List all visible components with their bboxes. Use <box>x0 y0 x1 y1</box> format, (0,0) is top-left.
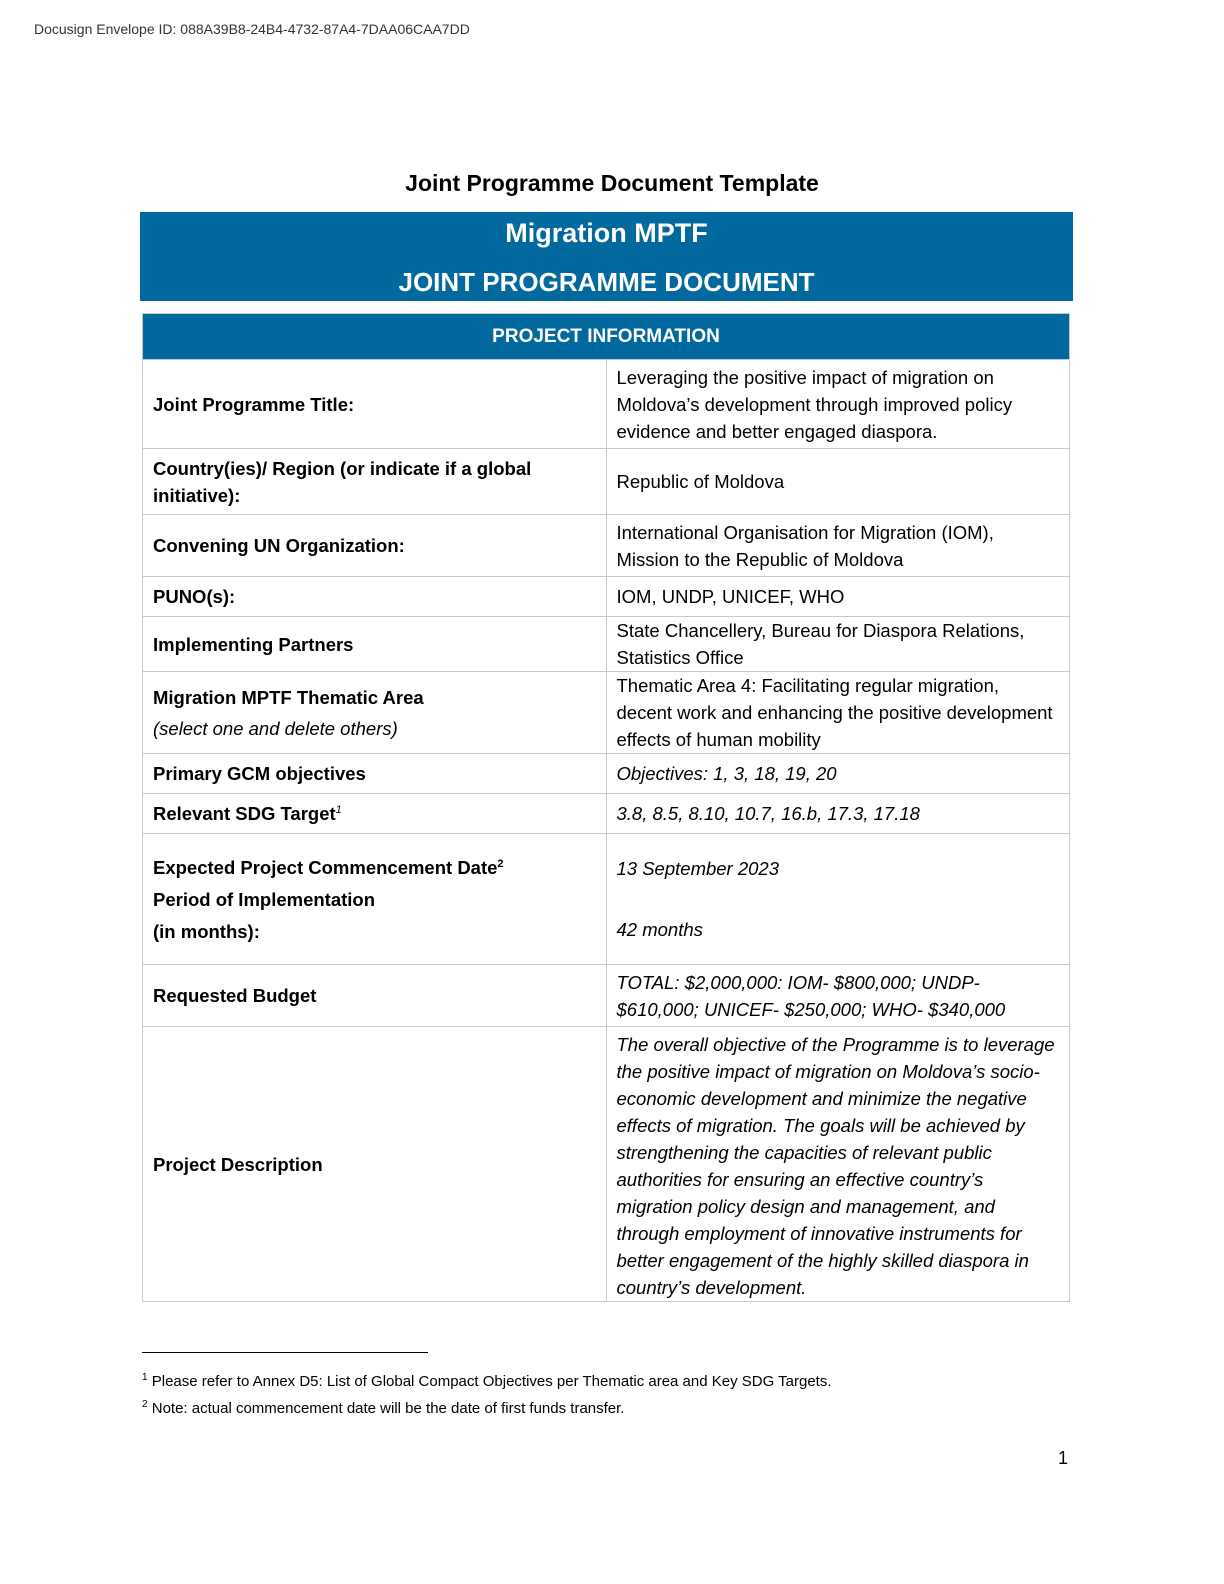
dates-label-cell <box>143 834 607 965</box>
thematic-label: Migration MPTF Thematic Area <box>153 686 424 708</box>
footnote-2-text: Note: actual commencement date will be the date of first funds transfer. <box>151 1400 625 1417</box>
sdg-label-cell <box>143 794 607 834</box>
thematic-label-cell <box>143 672 607 754</box>
footnote-2-mark: 2 <box>142 1399 148 1410</box>
table-row <box>143 515 1070 577</box>
commencement-label-wrap <box>153 854 600 881</box>
table-row <box>143 672 1070 754</box>
period-label-2: (in months): <box>153 920 260 942</box>
sdg-value: 3.8, 8.5, 8.10, 10.7, 16.b, 17.3, 17.18 <box>606 794 1070 834</box>
table-row <box>143 617 1070 672</box>
table-row <box>143 754 1070 794</box>
thematic-value: Thematic Area 4: Facilitating regular migration, decent work and enhancing the positive development effects of human mobility <box>606 672 1070 754</box>
country-label: Country(ies)/ Region (or indicate if a global initiative): <box>143 449 607 515</box>
budget-value: TOTAL: $2,000,000: IOM- $800,000; UNDP- $610,000; UNICEF- $250,000; WHO- $340,000 <box>606 965 1070 1027</box>
table-row <box>143 577 1070 617</box>
convening-label: Convening UN Organization: <box>143 515 607 577</box>
country-value: Republic of Moldova <box>606 449 1070 515</box>
table-row <box>143 794 1070 834</box>
table-row <box>143 1027 1070 1302</box>
description-value: The overall objective of the Programme is to leverage the positive impact of migration on Moldova’s socio-economic development and minimize the negative effects of migration. The goals will be achieved by strengthening the capacities of relevant public authorities for ensuring an effective country’s migration policy design and management, and through employment of innovative instruments for better engagement of the highly skilled diaspora in country’s development. <box>606 1027 1070 1302</box>
gcm-value: Objectives: 1, 3, 18, 19, 20 <box>606 754 1070 794</box>
table-row <box>143 965 1070 1027</box>
table-row <box>143 360 1070 449</box>
footnote-ref-2[interactable]: 2 <box>497 857 504 870</box>
footnote-1-text: Please refer to Annex D5: List of Global Compact Objectives per Thematic area and Key SDG Targets. <box>151 1373 832 1390</box>
banner-line-1: Migration MPTF <box>505 218 708 248</box>
commencement-label: Expected Project Commencement Date <box>153 856 498 878</box>
period-value: 42 months <box>616 919 703 940</box>
title-value: Leveraging the positive impact of migration on Moldova’s development through improved policy evidence and better engaged diaspora. <box>606 360 1070 449</box>
document-title: Joint Programme Document Template <box>405 170 819 196</box>
thematic-note: (select one and delete others) <box>153 717 398 739</box>
footnote-2 <box>142 1400 624 1417</box>
page-number: 1 <box>1058 1448 1069 1468</box>
footnote-separator <box>142 1352 428 1353</box>
footnote-ref-1[interactable]: 1 <box>335 803 342 816</box>
envelope-id: Docusign Envelope ID: 088A39B8-24B4-4732-87A4-7DAA06CAA7DD <box>34 21 470 37</box>
table-row <box>143 449 1070 515</box>
banner-line-2: JOINT PROGRAMME DOCUMENT <box>398 267 815 297</box>
footnote-1 <box>142 1373 832 1390</box>
puno-label: PUNO(s): <box>143 577 607 617</box>
partners-value: State Chancellery, Bureau for Diaspora Relations, Statistics Office <box>606 617 1070 672</box>
project-information-table <box>142 313 1070 1302</box>
period-label: Period of Implementation <box>153 888 376 910</box>
table-header: PROJECT INFORMATION <box>143 314 1070 360</box>
title-label: Joint Programme Title: <box>143 360 607 449</box>
puno-value: IOM, UNDP, UNICEF, WHO <box>606 577 1070 617</box>
sdg-label: Relevant SDG Target <box>153 803 336 824</box>
gcm-label: Primary GCM objectives <box>143 754 607 794</box>
dates-value-cell <box>606 834 1070 965</box>
budget-label: Requested Budget <box>143 965 607 1027</box>
footnote-1-mark: 1 <box>142 1372 148 1383</box>
convening-value: International Organisation for Migration (IOM), Mission to the Republic of Moldova <box>606 515 1070 577</box>
commencement-value: 13 September 2023 <box>616 858 780 879</box>
partners-label: Implementing Partners <box>143 617 607 672</box>
description-label: Project Description <box>143 1027 607 1302</box>
title-banner <box>140 212 1073 301</box>
table-row <box>143 834 1070 965</box>
